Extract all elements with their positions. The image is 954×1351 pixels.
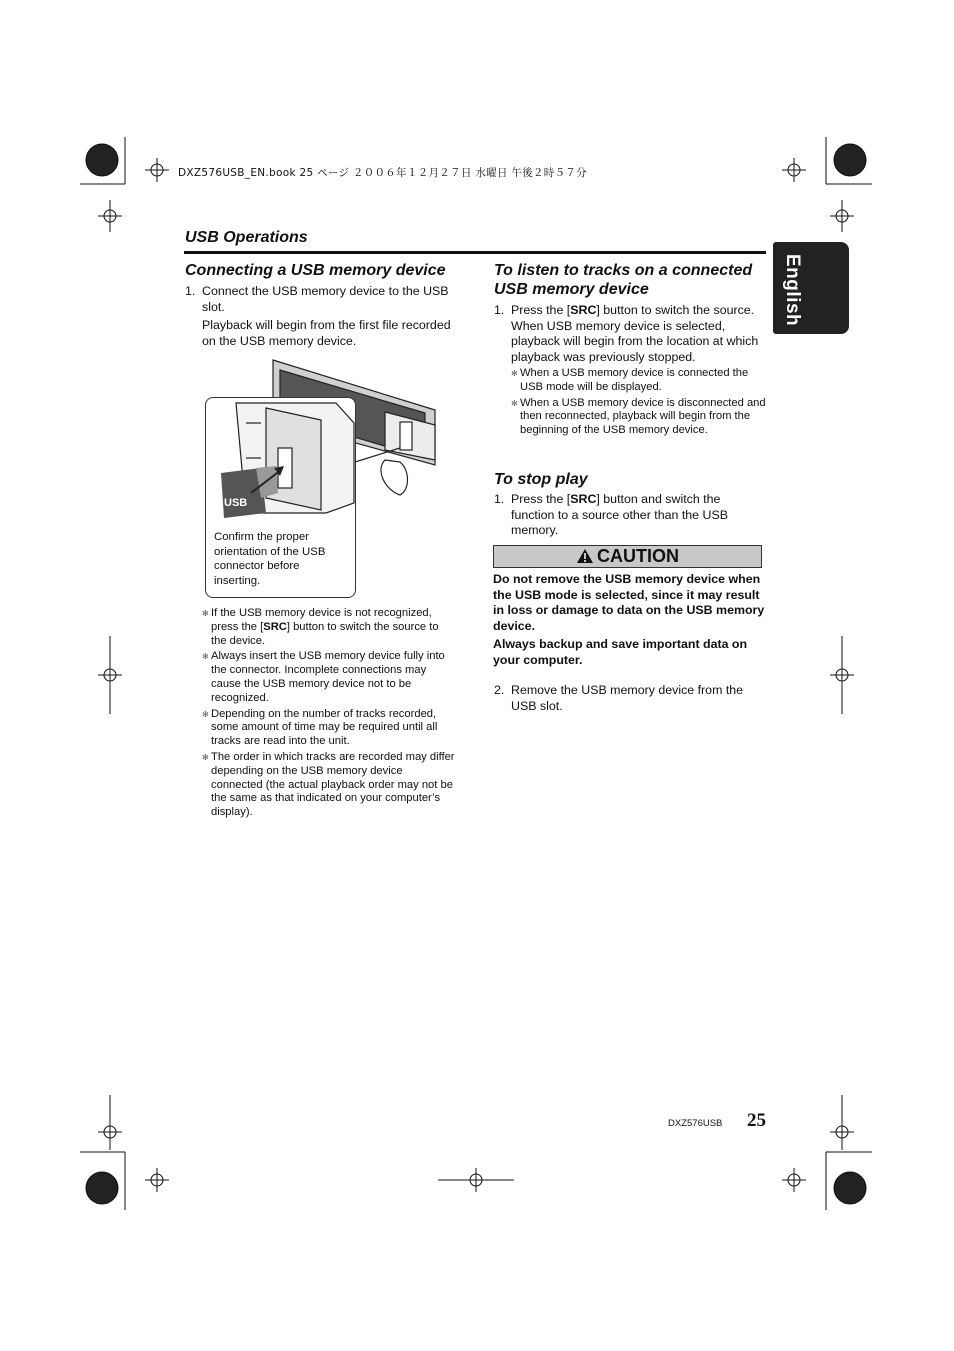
note-item: ✻ If the USB memory device is not recognized, press the [SRC] button to switch the source to the device. [202, 607, 439, 647]
connect-notes [202, 607, 457, 822]
step-subtext: Playback will begin from the first file recorded on the USB memory device. [202, 318, 451, 348]
listen-heading: To listen to tracks on a connected USB memory device [494, 262, 753, 298]
stop-heading: To stop play [494, 471, 588, 488]
note-item: ✻ The order in which tracks are recorded may differ depending on the USB memory device connected (the actual playback order may not be the same as that indicated on your computer’s display). [202, 750, 455, 819]
step-text: Press the [SRC] button and switch the function to a source other than the USB memory. [511, 492, 728, 537]
print-header: DXZ576USB_EN.book 25 ページ ２００６年１２月２７日 水曜日 午後２時５７分 [178, 167, 587, 179]
language-tab-label: English [782, 254, 803, 327]
caution-text-2: Always backup and save important data on your computer. [493, 637, 748, 667]
note-item: ✻ When a USB memory device is connected the USB mode will be displayed. [511, 367, 749, 393]
usb-label: USB [224, 497, 248, 509]
caution-text-1: Do not remove the USB memory device when the USB mode is selected, since it may result in loss or damage to data on the USB memory device. [493, 572, 765, 633]
caution-label: CAUTION [597, 546, 679, 566]
section-rule [184, 251, 766, 254]
connect-heading: Connecting a USB memory device [185, 262, 446, 279]
stop-step-1 [494, 492, 749, 539]
note-item: ✻ When a USB memory device is disconnected and then reconnected, playback will begin from the beginning of the USB memory device. [511, 396, 766, 437]
caution-banner [493, 545, 762, 568]
note-item: ✻ Always insert the USB memory device fully into the connector. Incomplete connections may cause the USB memory device not to be recognized. [202, 650, 445, 704]
step-number: 1. [185, 284, 196, 298]
warning-icon [576, 548, 594, 564]
step-number: 1. [494, 303, 505, 317]
page-number: 25 [747, 1110, 766, 1131]
step-number: 2. [494, 683, 505, 697]
section-title: USB Operations [185, 229, 308, 246]
footer-model: DXZ576USB [668, 1118, 723, 1129]
step-text: Remove the USB memory device from the USB slot. [511, 683, 744, 713]
step-number: 1. [494, 492, 505, 506]
language-tab [773, 242, 849, 334]
step-text: Connect the USB memory device to the USB slot. [202, 284, 449, 314]
usb-connector-closeup [206, 398, 355, 528]
connect-step-1 [185, 284, 457, 349]
callout-text: Confirm the proper orientation of the USB connector before inserting. [214, 531, 326, 587]
step-text: Press the [SRC] button to switch the source. When USB memory device is selected, playback will begin from the location at which playback was previously stopped. [511, 303, 759, 364]
remove-step-2 [494, 683, 766, 714]
note-item: ✻ Depending on the number of tracks recorded, some amount of time may be required until all tracks are read into the unit. [202, 707, 438, 748]
listen-step-1 [494, 303, 766, 365]
listen-notes [511, 367, 766, 440]
